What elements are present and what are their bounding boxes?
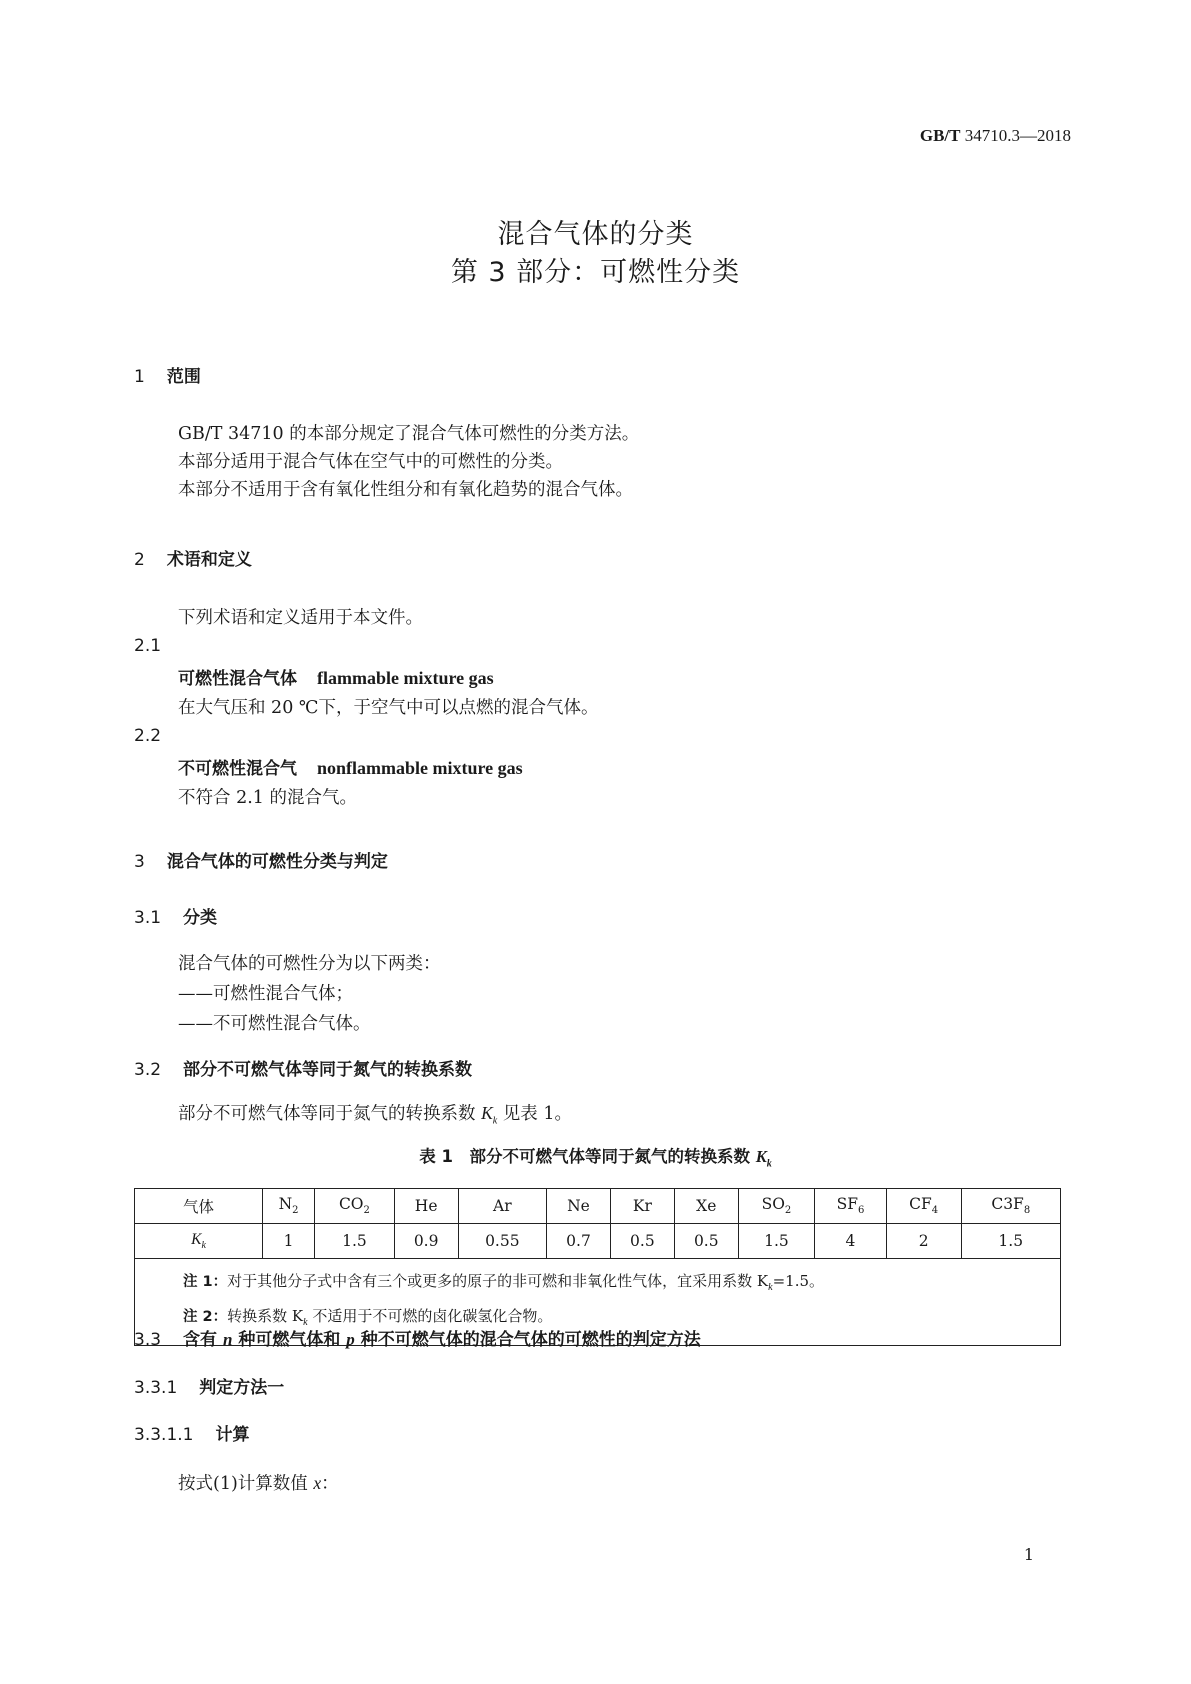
section-3-heading: 3 混合气体的可燃性分类与判定 [134,852,388,872]
table-row-gases [135,1189,1061,1224]
gas-cell: Ar [458,1189,546,1224]
gas-cell: $SF_6$ [815,1189,887,1224]
page-number: 1 [1023,1545,1034,1564]
section-2-heading: 2 术语和定义 [134,550,252,570]
section-3-3-1-heading: 3.3.1 判定方法一 [134,1378,285,1398]
row-label: $K_k$ [135,1224,263,1259]
document-title: 混合气体的分类 [497,219,694,250]
table-caption: 表 1 部分不可燃气体等同于氮气的转换系数 $K_k$ [419,1147,772,1170]
row-label: 气体 [135,1189,263,1224]
term-definition: 不符合 2.1 的混合气。 [178,788,357,808]
document-subtitle: 第 3 部分：可燃性分类 [450,257,741,288]
paragraph: 本部分不适用于含有氧化性组分和有氧化趋势的混合气体。 [178,480,633,500]
term-number: 2.2 [134,726,162,746]
term-title: 不可燃性混合气 nonflammable mixture gas [178,758,523,779]
paragraph: 按式(1)计算数值 x： [178,1473,339,1494]
factor-cell: 0.5 [610,1224,674,1259]
factor-cell: 1.5 [738,1224,814,1259]
section-1-heading: 1 范围 [134,367,201,387]
paragraph: 下列术语和定义适用于本文件。 [178,608,423,628]
factor-cell: 0.5 [674,1224,738,1259]
factor-cell: 2 [886,1224,961,1259]
gas-cell: Ne [547,1189,611,1224]
paragraph: 混合气体的可燃性分为以下两类： [178,954,441,974]
factor-cell: 1 [263,1224,315,1259]
term-title: 可燃性混合气体 flammable mixture gas [178,668,494,689]
paragraph: 本部分适用于混合气体在空气中的可燃性的分类。 [178,452,563,472]
term-number: 2.1 [134,636,162,656]
factor-cell: 0.7 [547,1224,611,1259]
note-1: 注 1：对于其他分子式中含有三个或更多的原子的非可燃和非氧化性气体，宜采用系数 $K_k=1.5$。 [183,1272,825,1293]
factor-cell: 4 [815,1224,887,1259]
factor-cell: 1.5 [961,1224,1060,1259]
list-item: ——可燃性混合气体； [178,984,353,1004]
section-3-2-heading: 3.2 部分不可燃气体等同于氮气的转换系数 [134,1060,473,1080]
section-3-1-heading: 3.1 分类 [134,908,218,928]
paragraph: 部分不可燃气体等同于氮气的转换系数 $K_k$ 见表 1。 [178,1103,572,1127]
conversion-factor-table [134,1188,1061,1346]
term-definition: 在大气压和 20 ℃下，于空气中可以点燃的混合气体。 [178,698,599,718]
gas-cell: He [394,1189,458,1224]
gas-cell: Kr [610,1189,674,1224]
gas-cell: $C3F_8$ [961,1189,1060,1224]
section-3-3-heading: 3.3 含有 n 种可燃气体和 p 种不可燃气体的混合气体的可燃性的判定方法 [134,1330,701,1350]
gas-cell: $N_2$ [263,1189,315,1224]
gas-cell: $SO_2$ [738,1189,814,1224]
note-2: 注 2：转换系数 $K_k$ 不适用于不可燃的卤化碳氢化合物。 [183,1307,553,1328]
list-item: ——不可燃性混合气体。 [178,1014,371,1034]
factor-cell: 0.55 [458,1224,546,1259]
standard-code: GB/T 34710.3—2018 [919,126,1071,145]
factor-cell: 1.5 [315,1224,395,1259]
section-3-3-1-1-heading: 3.3.1.1 计算 [134,1425,250,1445]
gas-cell: $CF_4$ [886,1189,961,1224]
table-row-factors [135,1224,1061,1259]
paragraph: GB/T 34710 的本部分规定了混合气体可燃性的分类方法。 [178,424,640,444]
gas-cell: $CO_2$ [315,1189,395,1224]
gas-cell: Xe [674,1189,738,1224]
factor-cell: 0.9 [394,1224,458,1259]
